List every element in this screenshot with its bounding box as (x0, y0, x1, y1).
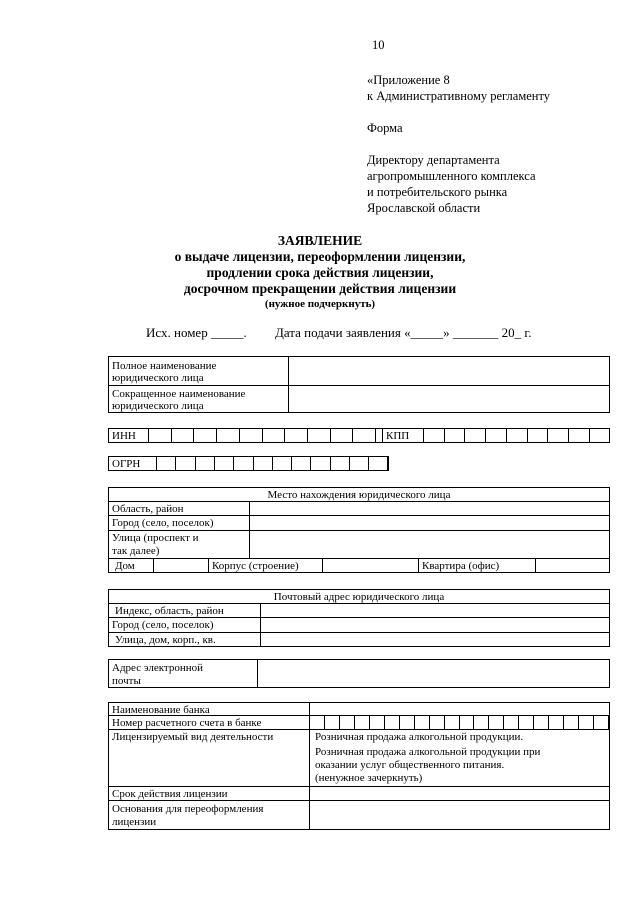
cell-divider (262, 428, 263, 443)
outgoing-number-label: Исх. номер _____. (146, 325, 247, 340)
cell-divider (473, 715, 474, 729)
house-field[interactable] (154, 559, 207, 572)
cell-divider (148, 428, 149, 443)
license-term-field[interactable] (311, 787, 608, 799)
title-line3: продлении срока действия лицензии, (206, 265, 434, 280)
document-title: ЗАЯВЛЕНИЕ (277, 233, 363, 248)
cell-divider (589, 428, 590, 443)
appendix-line1: «Приложение 8 (367, 73, 450, 87)
kpp-label: КПП (386, 430, 410, 442)
cell-divider (609, 428, 610, 443)
cell-divider (414, 715, 415, 729)
cell-divider (214, 456, 215, 471)
short-name-field[interactable] (290, 387, 608, 412)
ogrn-label: ОГРН (112, 458, 141, 470)
region-field[interactable] (251, 502, 608, 514)
title-note: (нужное подчеркнуть) (264, 298, 376, 310)
cell-divider (352, 428, 353, 443)
bank-name-field[interactable] (311, 703, 608, 714)
cell-divider (253, 456, 254, 471)
apartment-field[interactable] (536, 559, 608, 572)
postal-index-field[interactable] (262, 604, 608, 616)
cell-divider (429, 715, 430, 729)
full-name-field[interactable] (290, 358, 608, 384)
cell-divider (368, 456, 369, 471)
activity-note: (ненужное зачеркнуть) (315, 772, 423, 784)
short-name-label-2: юридического лица (112, 400, 204, 412)
cell-divider (459, 715, 460, 729)
cell-divider (388, 456, 389, 471)
street-label-2: так далее) (112, 545, 160, 557)
cell-divider (354, 715, 355, 729)
cell-divider (444, 715, 445, 729)
reissue-label-1: Основания для переоформления (112, 803, 264, 815)
addressee-line3: и потребительского рынка (367, 185, 508, 199)
cell-divider (291, 456, 292, 471)
submission-date-label: Дата подачи заявления «_____» _______ 20_ г. (275, 325, 532, 340)
cell-divider (423, 428, 424, 443)
page-number: 10 (372, 38, 385, 52)
cell-divider (488, 715, 489, 729)
inn-label: ИНН (112, 430, 136, 442)
cell-divider (578, 715, 579, 729)
cell-divider (533, 715, 534, 729)
cell-divider (547, 428, 548, 443)
license-term-label: Срок действия лицензии (112, 788, 228, 800)
city-field[interactable] (251, 516, 608, 529)
short-name-label-1: Сокращенное наименование (112, 388, 246, 400)
addressee-line2: агропромышленного комплекса (367, 169, 536, 183)
email-label-1: Адрес электронной (112, 662, 204, 674)
cell-divider (339, 715, 340, 729)
cell-divider (369, 715, 370, 729)
cell-divider (156, 456, 157, 471)
postal-index-label: Индекс, область, район (115, 605, 224, 617)
addressee-line1: Директору департамента (367, 153, 500, 167)
cell-divider (384, 715, 385, 729)
email-label-2: почты (112, 675, 141, 687)
activity-label: Лицензируемый вид деятельности (112, 731, 274, 743)
cell-divider (272, 456, 273, 471)
cell-divider (548, 715, 549, 729)
cell-divider (563, 715, 564, 729)
activity-option-1[interactable]: Розничная продажа алкогольной продукции. (315, 731, 524, 743)
cell-divider (330, 428, 331, 443)
cell-divider (310, 456, 311, 471)
cell-divider (399, 715, 400, 729)
street-field[interactable] (251, 531, 608, 557)
appendix-line2: к Административному регламенту (367, 89, 551, 103)
cell-divider (171, 428, 172, 443)
cell-divider (175, 456, 176, 471)
ogrn-row (108, 456, 388, 471)
building-label: Корпус (строение) (212, 560, 299, 572)
cell-divider (506, 428, 507, 443)
cell-divider (444, 428, 445, 443)
cell-divider (233, 456, 234, 471)
inn-kpp-row (108, 428, 610, 443)
cell-divider (464, 428, 465, 443)
cell-divider (307, 428, 308, 443)
house-label: Дом (115, 560, 135, 572)
cell-divider (330, 456, 331, 471)
email-field[interactable] (259, 661, 608, 687)
title-line2: о выдаче лицензии, переоформлении лицензии, (174, 249, 466, 264)
cell-divider (375, 428, 376, 443)
account-label: Номер расчетного счета в банке (112, 717, 262, 729)
cell-divider (608, 715, 609, 729)
postal-street-field[interactable] (262, 633, 608, 646)
cell-divider (216, 428, 217, 443)
apartment-label: Квартира (офис) (422, 560, 500, 572)
region-label: Область, район (112, 503, 184, 515)
cell-divider (239, 428, 240, 443)
cell-divider (485, 428, 486, 443)
cell-divider (503, 715, 504, 729)
postal-city-field[interactable] (262, 618, 608, 631)
cell-divider (593, 715, 594, 729)
building-field[interactable] (323, 559, 417, 572)
cell-divider (518, 715, 519, 729)
cell-divider (382, 428, 383, 443)
city-label: Город (село, поселок) (112, 517, 214, 529)
activity-option-2-line2[interactable]: оказании услуг общественного питания. (315, 759, 505, 771)
cell-divider (349, 456, 350, 471)
cell-divider (284, 428, 285, 443)
form-label: Форма (367, 121, 403, 135)
postal-header: Почтовый адрес юридического лица (273, 591, 445, 603)
cell-divider (568, 428, 569, 443)
location-header: Место нахождения юридического лица (267, 489, 451, 501)
activity-option-2-line1[interactable]: Розничная продажа алкогольной продукции при (315, 746, 541, 758)
cell-divider (324, 715, 325, 729)
title-line4: досрочном прекращении действия лицензии (183, 281, 457, 296)
postal-street-label: Улица, дом, корп., кв. (115, 634, 216, 646)
postal-city-label: Город (село, поселок) (112, 619, 214, 631)
bank-name-label: Наименование банка (112, 704, 210, 716)
full-name-label-1: Полное наименование (112, 360, 217, 372)
reissue-field[interactable] (311, 801, 608, 829)
addressee-line4: Ярославской области (367, 201, 481, 215)
reissue-label-2: лицензии (112, 816, 157, 828)
cell-divider (195, 456, 196, 471)
full-name-label-2: юридического лица (112, 372, 204, 384)
cell-divider (193, 428, 194, 443)
street-label-1: Улица (проспект и (112, 532, 199, 544)
cell-divider (527, 428, 528, 443)
